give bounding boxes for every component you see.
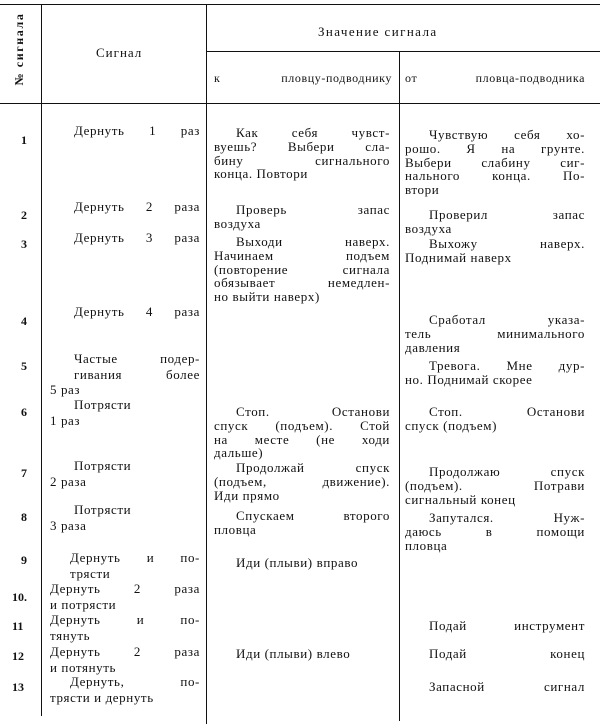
row-number: 8 bbox=[21, 510, 27, 524]
from-diver-line: пловца bbox=[405, 537, 448, 553]
to-diver-line: Иди прямо bbox=[214, 487, 280, 503]
signal-column-divider bbox=[206, 4, 207, 724]
signal-line: Дернуть 2 раза bbox=[50, 581, 200, 596]
signal-line: Потрясти bbox=[74, 502, 132, 517]
row-number: 10. bbox=[12, 590, 27, 604]
to-diver-line: Иди (плыви) влево bbox=[236, 646, 351, 661]
signal-line: Частые подер- bbox=[74, 351, 200, 366]
to-diver-line: спуск (подъем). Стой bbox=[214, 417, 390, 433]
header-to-diver: к пловцу-подводнику bbox=[214, 71, 392, 85]
from-diver-line: Подай инструмент bbox=[429, 618, 585, 633]
to-diver-line: пловца bbox=[214, 521, 257, 537]
from-diver-line: рошо. Я на грунте. bbox=[405, 140, 585, 156]
from-diver-line: сигнальный конец bbox=[405, 491, 516, 507]
to-diver-line: (подъем, движение). bbox=[214, 473, 390, 489]
from-diver-line: втори bbox=[405, 182, 440, 198]
to-diver-line: бину сигнального bbox=[214, 152, 390, 168]
row-number: 3 bbox=[21, 237, 27, 251]
number-column-divider bbox=[41, 4, 42, 716]
from-diver-line: спуск (подъем) bbox=[405, 417, 498, 433]
row-number: 11 bbox=[12, 619, 24, 633]
to-diver-line: Проверь запас bbox=[236, 202, 390, 217]
from-diver-line: Запутался. Нуж- bbox=[429, 510, 585, 525]
from-diver-line: давления bbox=[405, 339, 461, 355]
to-diver-line: обязывает немедлен- bbox=[214, 275, 390, 291]
header-number: № сигнала bbox=[12, 12, 26, 86]
row-number: 5 bbox=[21, 359, 27, 373]
from-diver-line: воздуха bbox=[405, 220, 452, 236]
to-diver-line: Иди (плыви) вправо bbox=[236, 555, 359, 570]
table-top-rule bbox=[0, 4, 600, 5]
header-meaning: Значение сигнала bbox=[318, 24, 438, 39]
row-number: 4 bbox=[21, 314, 27, 328]
to-diver-line: (повторение сигнала bbox=[214, 261, 390, 277]
row-number: 7 bbox=[21, 466, 27, 480]
from-diver-line: Запасной сигнал bbox=[429, 679, 585, 694]
header-bottom-rule bbox=[0, 103, 600, 104]
to-diver-line: Как себя чувст- bbox=[236, 125, 390, 140]
from-diver-line: Выхожу наверх. bbox=[429, 236, 585, 251]
from-diver-line: Подай конец bbox=[429, 646, 585, 661]
from-diver-line: Поднимай наверх bbox=[405, 249, 512, 265]
row-number: 13 bbox=[12, 680, 24, 694]
from-diver-line: даюсь в помощи bbox=[405, 523, 585, 539]
from-diver-line: Выбери слабину сиг- bbox=[405, 154, 585, 170]
row-number: 6 bbox=[21, 405, 27, 419]
signal-line: и потянуть bbox=[50, 659, 117, 675]
header-signal: Сигнал bbox=[96, 45, 143, 60]
row-number: 9 bbox=[21, 553, 27, 567]
signal-line: и потрясти bbox=[50, 596, 117, 612]
to-diver-line: но выйти наверх) bbox=[214, 289, 320, 305]
from-diver-line: но. Поднимай скорее bbox=[405, 371, 533, 387]
meaning-subheader-rule bbox=[206, 51, 600, 52]
from-diver-line: Стоп. Останови bbox=[429, 404, 585, 419]
to-diver-line: Выходи наверх. bbox=[236, 234, 390, 249]
from-diver-line: Сработал указа- bbox=[429, 312, 585, 327]
from-diver-line: тель минимального bbox=[405, 325, 585, 341]
signal-line: гивания более bbox=[74, 366, 200, 382]
to-diver-line: дальше) bbox=[214, 445, 264, 461]
signal-line: Потрясти bbox=[74, 458, 132, 473]
signal-line: 1 раз bbox=[50, 412, 81, 428]
to-diver-line: воздуха bbox=[214, 215, 261, 231]
signal-line: 3 раза bbox=[50, 517, 87, 533]
row-number: 1 bbox=[21, 133, 27, 147]
header-from-diver: от пловца-подводника bbox=[405, 71, 585, 85]
to-diver-line: конца. Повтори bbox=[214, 166, 308, 182]
direction-column-divider bbox=[399, 51, 400, 721]
signal-line: Дернуть 4 раза bbox=[74, 304, 200, 319]
row-number: 2 bbox=[21, 208, 27, 222]
to-diver-line: вуешь? Выбери сла- bbox=[214, 138, 390, 154]
from-diver-line: Тревога. Мне дур- bbox=[429, 358, 585, 373]
signal-line: трясти и дернуть bbox=[50, 689, 154, 705]
from-diver-line: Проверил запас bbox=[429, 207, 585, 222]
to-diver-line: на месте (не ходи bbox=[214, 431, 390, 447]
from-diver-line: (подъем). Потрави bbox=[405, 477, 585, 493]
to-diver-line: Продолжай спуск bbox=[236, 460, 390, 475]
signal-line: Потрясти bbox=[74, 397, 132, 412]
from-diver-line: Чувствую себя хо- bbox=[429, 127, 585, 142]
signal-line: Дернуть и по- bbox=[70, 550, 200, 565]
signal-line: Дернуть 3 раза bbox=[74, 230, 200, 245]
from-diver-line: Продолжаю спуск bbox=[429, 464, 585, 479]
to-diver-line: Стоп. Останови bbox=[236, 404, 390, 419]
signal-line: трясти bbox=[70, 565, 111, 581]
signal-line: Дернуть, по- bbox=[70, 674, 200, 689]
signal-line: Дернуть 2 раза bbox=[74, 199, 200, 214]
signal-line: 5 раз bbox=[50, 382, 81, 397]
row-number: 12 bbox=[12, 649, 24, 663]
from-diver-line: нального конца. По- bbox=[405, 168, 585, 184]
signal-line: 2 раза bbox=[50, 473, 87, 489]
signal-line: Дернуть 1 раз bbox=[74, 123, 200, 138]
to-diver-line: Спускаем второго bbox=[236, 508, 390, 523]
signal-line: Дернуть 2 раза bbox=[50, 644, 200, 659]
to-diver-line: Начинаем подъем bbox=[214, 247, 390, 263]
signal-line: Дернуть и по- bbox=[50, 612, 200, 627]
signal-line: тянуть bbox=[50, 627, 91, 643]
